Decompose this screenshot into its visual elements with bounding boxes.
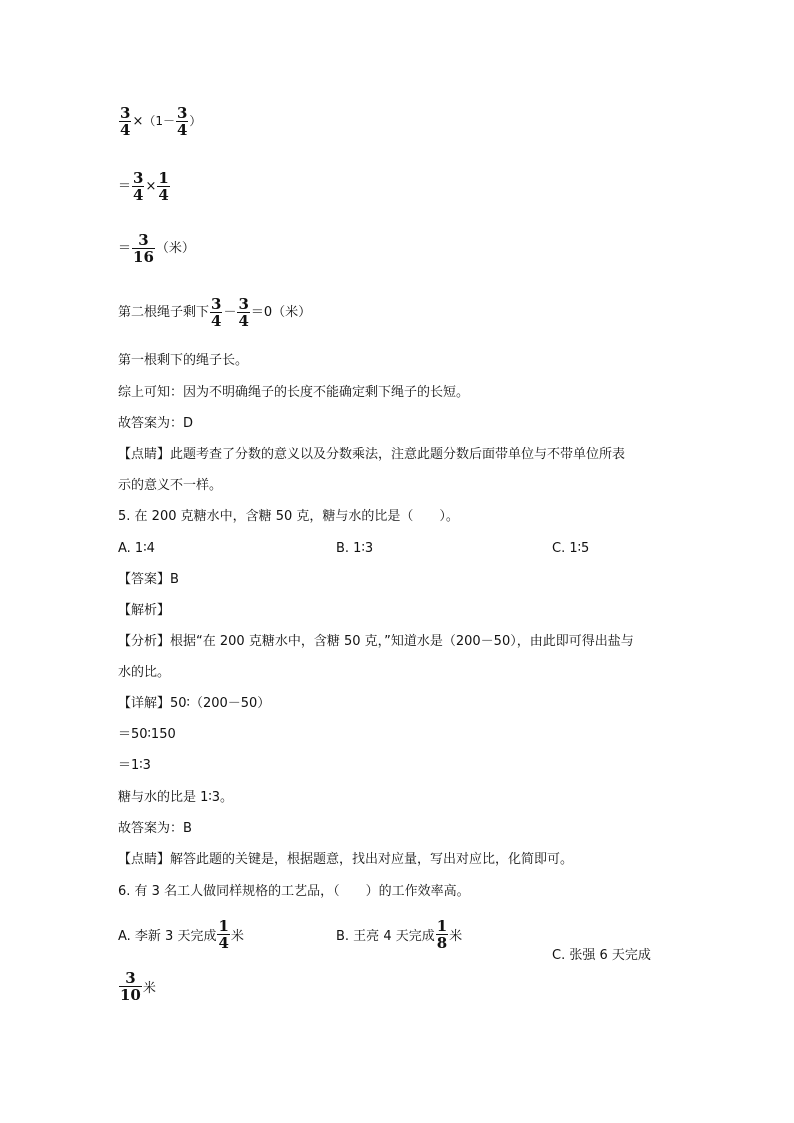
first-rope-line: 第一根剩下的绳子长。: [118, 353, 249, 368]
q6-option-a: A. 李新 3 天完成 $\frac{1}{4}$ 米: [118, 917, 244, 952]
q5-fenxi-cont: 水的比。: [118, 665, 171, 680]
q6-option-c: C. 张强 6 天完成: [552, 948, 651, 963]
fraction: $\frac{3}{10}$: [120, 969, 141, 1004]
fraction: $\frac{3}{4}$: [176, 104, 188, 139]
times-sign: ×: [145, 179, 157, 194]
q5-detail: 【详解】50∶（200－50）: [118, 696, 271, 711]
q5-step-1: ＝50∶150: [118, 727, 176, 742]
fraction: $\frac{1}{8}$: [436, 917, 448, 952]
question-5-stem: 5. 在 200 克糖水中，含糖 50 克，糖与水的比是（ ）。: [118, 509, 459, 524]
q5-comment: 【点睛】解答此题的关键是，根据题意，找出对应量，写出对应比，化简即可。: [118, 852, 574, 867]
fraction: $\frac{3}{4}$: [120, 104, 131, 139]
fraction: $\frac{3}{4}$: [211, 295, 222, 330]
detail-tag: 【详解】: [118, 696, 171, 711]
q5-option-a: A. 1∶4: [118, 541, 155, 556]
second-rope-line: [118, 296, 311, 329]
fraction: $\frac{3}{16}$: [133, 231, 154, 266]
answer-tag: 【答案】: [118, 572, 171, 587]
calc-line-1: [118, 105, 201, 138]
summary-line: 综上可知：因为不明确绳子的长度不能确定剩下绳子的长短。: [118, 385, 470, 400]
q5-option-c: C. 1∶5: [552, 541, 590, 556]
q5-conclusion: 糖与水的比是 1∶3。: [118, 790, 234, 805]
question-6-stem: 6. 有 3 名工人做同样规格的工艺品，（ ）的工作效率高。: [118, 884, 470, 899]
q5-answer: 【答案】B: [118, 572, 179, 587]
second-rope-prefix: 第二根绳子剩下: [118, 305, 210, 320]
calc-line-2: [118, 170, 171, 203]
fenxi-tag: 【分析】: [118, 634, 171, 649]
q5-option-b: B. 1∶3: [336, 541, 374, 556]
unit-meter: （米）: [155, 241, 195, 256]
answer-line: 故答案为：D: [118, 416, 194, 431]
fraction: $\frac{3}{4}$: [238, 295, 249, 330]
equals-sign: ＝: [118, 241, 132, 256]
minus-sign: －: [223, 305, 237, 320]
paren-open: （1－: [143, 114, 175, 128]
fraction: $\frac{1}{4}$: [158, 169, 169, 204]
times-sign: ×: [132, 114, 144, 129]
paren-close: ）: [189, 114, 202, 128]
q5-step-2: ＝1∶3: [118, 758, 151, 773]
fraction: $\frac{3}{4}$: [133, 169, 144, 204]
q5-final-answer: 故答案为：B: [118, 821, 192, 836]
q5-fenxi: 【分析】根据“在 200 克糖水中，含糖 50 克，”知道水是（200－50），由此即可得出盐与: [118, 634, 634, 649]
comment-line-cont: 示的意义不一样。: [118, 478, 223, 493]
comment-tag: 【点睛】: [118, 852, 171, 867]
second-rope-suffix: ＝0（米）: [250, 305, 312, 320]
q6-option-c-fraction: $\frac{3}{10}$ 米: [120, 969, 156, 1004]
q6-option-b: B. 王亮 4 天完成 $\frac{1}{8}$ 米: [336, 917, 463, 952]
q5-analysis-tag: 【解析】: [118, 603, 171, 618]
fraction: $\frac{1}{4}$: [218, 917, 229, 952]
comment-tag: 【点睛】: [118, 447, 171, 462]
calc-line-3: [118, 232, 195, 265]
comment-line: 【点睛】此题考查了分数的意义以及分数乘法，注意此题分数后面带单位与不带单位所表: [118, 447, 626, 462]
equals-sign: ＝: [118, 179, 132, 194]
